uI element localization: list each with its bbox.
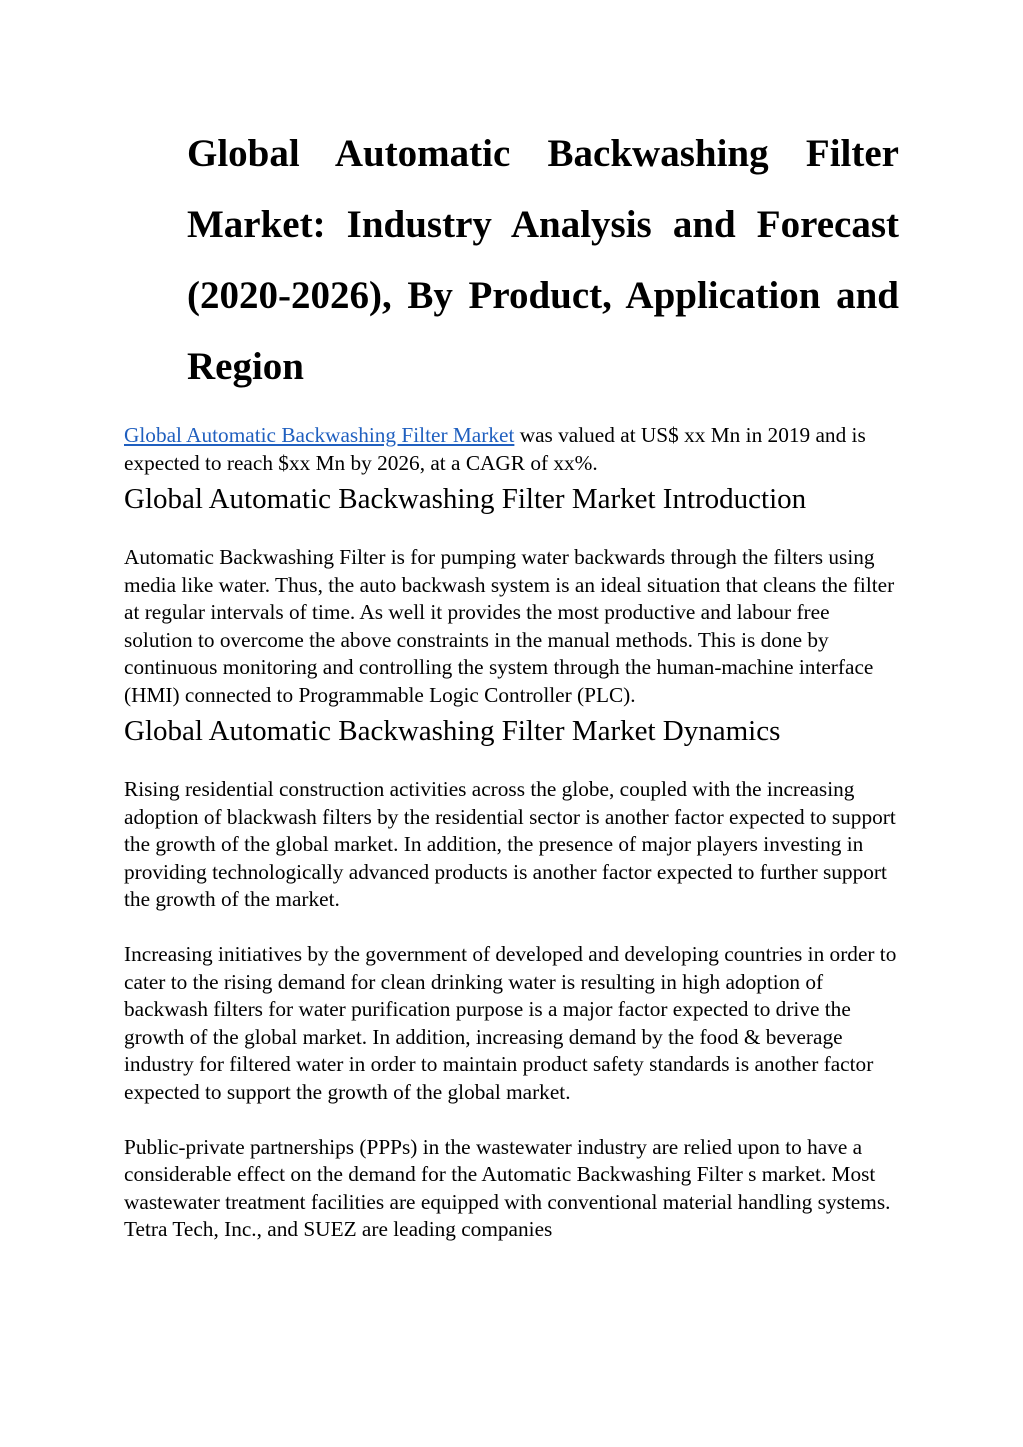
intro-text: was valued at US$ xx Mn in 2019 and is expected to reach $xx Mn by 2026, at a CAGR of xx%. <box>124 423 866 475</box>
market-report-link[interactable]: Global Automatic Backwashing Filter Market <box>124 423 515 447</box>
document-body <box>124 422 899 1244</box>
dynamics-paragraph-1: Rising residential construction activities across the globe, coupled with the increasing adoption of blackwash filters by the residential sector is another factor expected to support the growth of the global market. In addition, the presence of major players investing in providing technologically advanced products is another factor expected to further support the growth of the market. <box>124 777 896 911</box>
dynamics-paragraph-2: Increasing initiatives by the government of developed and developing countries in order to cater to the rising demand for clean drinking water is resulting in high adoption of backwash filters for water purification purpose is a major factor expected to drive the growth of the global market. In addition, increasing demand by the food & beverage industry for filtered water in order to maintain product safety standards is another factor expected to support the growth of the global market. <box>124 942 897 1104</box>
dynamics-paragraph-3: Public-private partnerships (PPPs) in the wastewater industry are relied upon to have a considerable effect on the demand for the Automatic Backwashing Filter s market. Most wastewater treatment facilities are equipped with conventional material handling systems. Tetra Tech, Inc., and SUEZ are leading companies <box>124 1134 891 1241</box>
document-title: Global Automatic Backwashing Filter Market: Industry Analysis and Forecast (2020-2026), By Product, Application and Region <box>187 132 899 388</box>
intro-paragraph <box>124 422 899 477</box>
section-heading-introduction: Global Automatic Backwashing Filter Market Introduction <box>124 483 807 515</box>
section-heading-dynamics: Global Automatic Backwashing Filter Market Dynamics <box>124 715 781 747</box>
introduction-paragraph: Automatic Backwashing Filter is for pumping water backwards through the filters using media like water. Thus, the auto backwash system is an ideal situation that cleans the filter at regular intervals of time. As well it provides the most productive and labour free solution to overcome the above constraints in the manual methods. This is done by continuous monitoring and controlling the system through the human-machine interface (HMI) connected to Programmable Logic Controller (PLC). <box>124 545 895 707</box>
